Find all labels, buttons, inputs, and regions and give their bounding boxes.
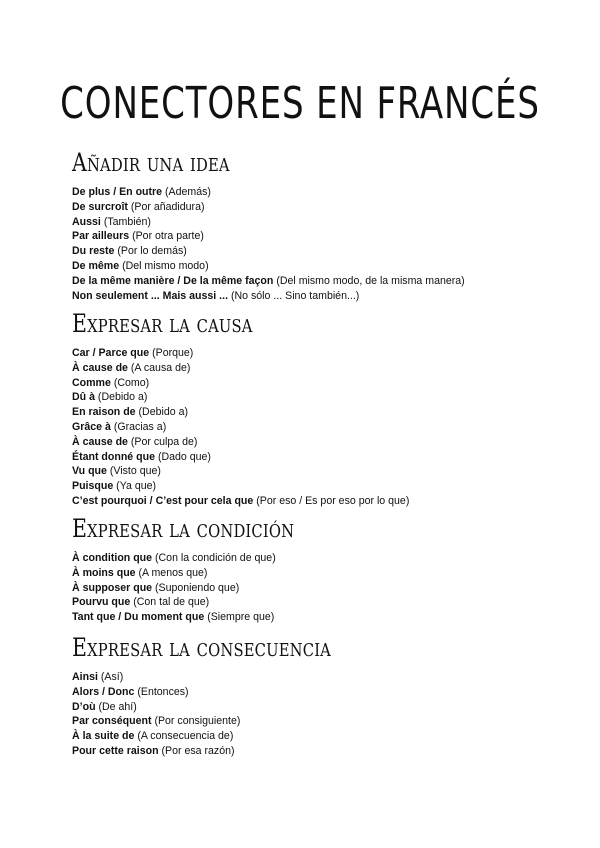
connector-term: De la même manière / De la même façon <box>72 274 274 287</box>
list-item <box>72 200 572 215</box>
connector-list <box>72 346 572 509</box>
list-item <box>72 259 572 274</box>
connector-meaning: (Por añadidura) <box>130 200 205 213</box>
section-consequence <box>72 633 572 759</box>
connector-meaning: (Por culpa de) <box>130 435 198 448</box>
connector-term: À cause de <box>72 361 128 374</box>
connector-list <box>72 185 572 303</box>
connector-meaning: (Dado que) <box>157 450 211 463</box>
connector-meaning: (Del mismo modo) <box>122 259 209 272</box>
list-item <box>72 450 572 465</box>
page-title: CONECTORES EN FRANCÉS <box>60 78 540 129</box>
list-item <box>72 289 572 304</box>
connector-meaning: (Siempre que) <box>207 611 275 624</box>
connector-term: Étant donné que <box>72 450 155 463</box>
list-item <box>72 376 572 391</box>
connector-term: Du reste <box>72 245 115 258</box>
list-item <box>72 670 572 685</box>
list-item <box>72 714 572 729</box>
section-add-idea <box>72 148 572 303</box>
connector-term: Pourvu que <box>72 596 131 609</box>
connector-term: À moins que <box>72 566 136 579</box>
list-item <box>72 361 572 376</box>
connector-term: Ainsi <box>72 671 98 683</box>
connector-meaning: (Suponiendo que) <box>155 581 240 594</box>
list-item <box>72 610 572 625</box>
list-item <box>72 435 572 450</box>
connector-term: Comme <box>72 376 111 389</box>
list-item <box>72 700 572 715</box>
connector-meaning: (Debido a) <box>97 391 148 404</box>
list-item <box>72 229 572 244</box>
connector-meaning: (Por esa razón) <box>161 744 235 757</box>
connector-term: Par conséquent <box>72 715 152 728</box>
list-item <box>72 185 572 200</box>
connector-term: Pour cette raison <box>72 744 159 757</box>
connector-meaning: (De ahí) <box>98 700 137 713</box>
connector-term: De surcroît <box>72 200 128 213</box>
connector-meaning: (Con la condición de que) <box>155 552 276 564</box>
list-item <box>72 685 572 700</box>
connector-meaning: (Debido a) <box>138 406 188 419</box>
connector-meaning: (Por consiguiente) <box>154 715 241 728</box>
connector-meaning: (A consecuencia de) <box>137 730 234 743</box>
list-item <box>72 494 572 509</box>
section-heading: Expresar la causa <box>72 309 253 338</box>
connector-term: Car / Parce que <box>72 347 150 359</box>
list-item <box>72 581 572 596</box>
connector-term: À supposer que <box>72 581 153 594</box>
connector-meaning: (Gracias a) <box>113 420 167 433</box>
list-item <box>72 215 572 230</box>
connector-meaning: (Con tal de que) <box>133 596 210 609</box>
list-item <box>72 566 572 581</box>
connector-meaning: (Como) <box>113 376 150 389</box>
connector-list <box>72 670 572 759</box>
connector-term: Alors / Donc <box>72 685 135 698</box>
connector-term: À la suite de <box>72 730 135 743</box>
connector-meaning: (A causa de) <box>130 361 191 374</box>
connector-term: Aussi <box>72 215 101 228</box>
list-item <box>72 390 572 405</box>
section-heading: Añadir una idea <box>72 148 230 177</box>
connector-meaning: (Así) <box>100 671 124 683</box>
list-item <box>72 420 572 435</box>
connector-meaning: (Visto que) <box>109 465 161 478</box>
connector-meaning: (Por otra parte) <box>132 230 204 243</box>
connector-meaning: (Porque) <box>152 347 194 359</box>
list-item <box>72 595 572 610</box>
connector-meaning: (Del mismo modo, de la misma manera) <box>276 274 465 287</box>
connector-term: D’où <box>72 700 96 713</box>
connector-meaning: (No sólo ... Sino también...) <box>230 289 360 302</box>
connector-meaning: (Además) <box>165 186 211 198</box>
list-item <box>72 346 572 361</box>
connector-term: De même <box>72 259 120 272</box>
list-item <box>72 744 572 759</box>
connector-term: Vu que <box>72 465 107 478</box>
connector-term: En raison de <box>72 406 136 419</box>
list-item <box>72 551 572 566</box>
connector-meaning: (También) <box>103 215 151 228</box>
connector-term: C’est pourquoi / C’est pour cela que <box>72 494 254 507</box>
connector-meaning: (Por lo demás) <box>117 245 187 258</box>
list-item <box>72 479 572 494</box>
list-item <box>72 244 572 259</box>
connector-term: Puisque <box>72 480 114 493</box>
connector-term: De plus / En outre <box>72 186 163 198</box>
connector-meaning: (Entonces) <box>137 685 189 698</box>
connector-term: Par ailleurs <box>72 230 130 243</box>
connector-term: Grâce à <box>72 420 111 433</box>
connector-term: À cause de <box>72 435 128 448</box>
section-cause <box>72 309 572 509</box>
connector-meaning: (A menos que) <box>138 566 208 579</box>
list-item <box>72 405 572 420</box>
list-item <box>72 274 572 289</box>
connector-list <box>72 551 572 625</box>
section-heading: Expresar la consecuencia <box>72 633 332 662</box>
list-item <box>72 729 572 744</box>
connector-term: Non seulement ... Mais aussi ... <box>72 289 229 302</box>
section-condition <box>72 514 572 625</box>
connector-term: À condition que <box>72 552 153 564</box>
connector-meaning: (Ya que) <box>116 480 157 493</box>
section-heading: Expresar la condición <box>72 514 295 543</box>
connector-term: Tant que / Du moment que <box>72 611 205 624</box>
connector-term: Dû à <box>72 391 95 404</box>
list-item <box>72 464 572 479</box>
connector-meaning: (Por eso / Es por eso por lo que) <box>256 494 410 507</box>
